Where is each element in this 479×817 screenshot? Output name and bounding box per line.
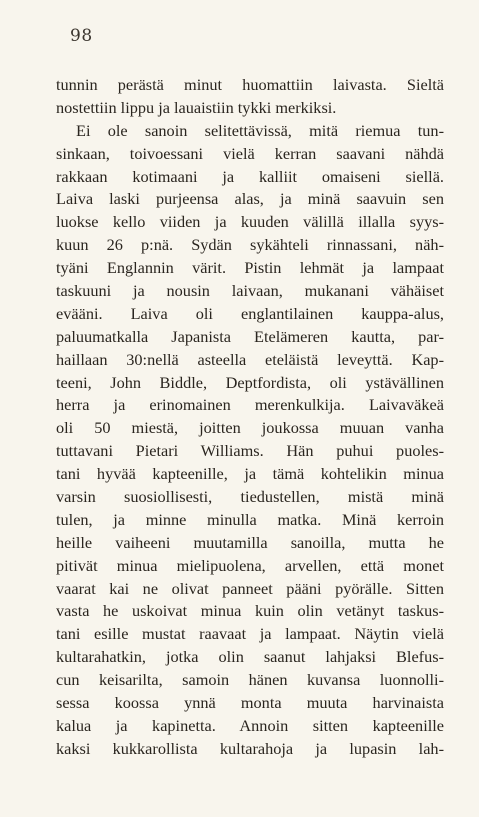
- text-line: evääni. Laiva oli englantilainen kauppa-alus,: [56, 303, 444, 323]
- text-line: kaksi kukkarollista kultarahoja ja lupasin lah-: [56, 738, 444, 758]
- text-line: tani esille mustat raavaat ja lampaat. Näytin vielä: [56, 624, 444, 644]
- text-line: kultarahatkin, jotka olin saanut lahjaksi Blefus-: [56, 647, 444, 667]
- text-line: cun keisarilta, samoin hänen kuvansa luonnolli-: [56, 670, 444, 690]
- text-line: sinkaan, toivoessani vielä kerran saavani nähdä: [56, 143, 444, 163]
- text-line: tani hyvää kapteenille, ja tämä kohtelikin minua: [56, 464, 444, 484]
- text-line: heille vaiheeni muutamilla sanoilla, mutta he: [56, 532, 444, 552]
- text-line: pitivät minua mielipuolena, arvellen, että monet: [56, 555, 444, 575]
- text-line: teeni, John Biddle, Deptfordista, oli ystävällinen: [56, 372, 444, 392]
- text-line: kuun 26 p:nä. Sydän sykähteli rinnassani, näh-: [56, 235, 444, 255]
- text-line: Laiva laski purjeensa alas, ja minä saavuin sen: [56, 189, 444, 209]
- page-number: 98: [70, 26, 93, 46]
- text-line: Ei ole sanoin selitettävissä, mitä riemua tun-: [76, 120, 444, 140]
- text-line: rakkaan kotimaani ja kalliit omaiseni siellä.: [56, 166, 444, 186]
- text-line: haillaan 30:nellä asteella eteläistä leveyttä. Kap-: [56, 349, 444, 369]
- text-line: sessa koossa ynnä monta muuta harvinaista: [56, 693, 444, 713]
- body-text: [56, 74, 444, 761]
- text-line: nostettiin lippu ja lauaistiin tykki merkiksi.: [56, 97, 337, 117]
- text-line: vaarat kai ne olivat panneet pääni pyörälle. Sitten: [56, 578, 444, 598]
- text-line: herra ja erinomainen merenkulkija. Laivaväkeä: [56, 395, 444, 415]
- text-line: tunnin perästä minut huomattiin laivasta. Sieltä: [56, 75, 444, 94]
- text-line: kalua ja kapinetta. Annoin sitten kapteenille: [56, 715, 444, 735]
- text-line: tulen, ja minne minulla matka. Minä kerroin: [56, 509, 444, 529]
- text-line: vasta he uskoivat minua kuin olin vetänyt taskus-: [56, 601, 444, 621]
- text-line: tyäni Englannin värit. Pistin lehmät ja lampaat: [56, 258, 444, 278]
- text-line: oli 50 miestä, joitten joukossa muuan vanha: [56, 418, 444, 438]
- text-line: taskuuni ja nousin laivaan, mukanani vähäiset: [56, 281, 444, 301]
- text-line: tuttavani Pietari Williams. Hän puhui puoles-: [56, 441, 444, 461]
- text-line: luokse kello viiden ja kuuden välillä illalla syys-: [56, 212, 444, 232]
- text-line: varsin suosiollisesti, tiedustellen, mistä minä: [56, 487, 444, 507]
- text-line: paluumatkalla Japanista Etelämeren kautta, par-: [56, 326, 444, 346]
